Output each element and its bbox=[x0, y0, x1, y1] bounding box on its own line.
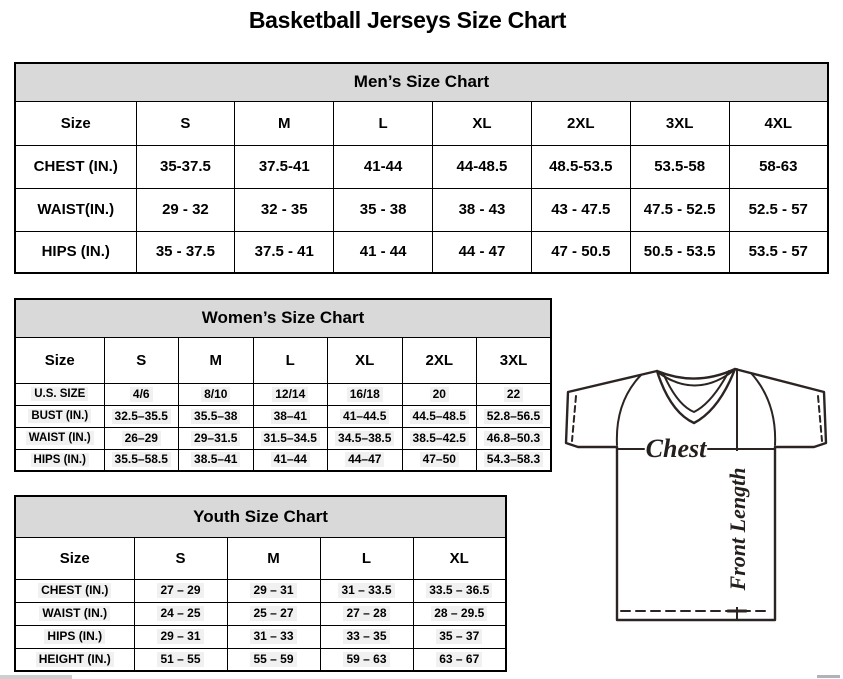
page-title: Basketball Jerseys Size Chart bbox=[248, 7, 567, 33]
size-value: 47.5 - 52.5 bbox=[630, 188, 729, 231]
size-value: 47 - 50.5 bbox=[531, 231, 630, 273]
row-label: HIPS (IN.) bbox=[15, 231, 136, 273]
size-value: 37.5 - 41 bbox=[235, 231, 334, 273]
size-value: 55 – 59 bbox=[227, 648, 320, 671]
size-value: 38 - 43 bbox=[433, 188, 532, 231]
size-value: 35 – 37 bbox=[413, 625, 506, 648]
size-value: 26–29 bbox=[104, 427, 179, 449]
col-header: S bbox=[134, 537, 227, 579]
size-value: 25 – 27 bbox=[227, 602, 320, 625]
row-label: WAIST (IN.) bbox=[15, 427, 104, 449]
table-row bbox=[15, 537, 506, 579]
size-value: 35.5–58.5 bbox=[104, 449, 179, 471]
womens-size-table bbox=[14, 298, 552, 472]
jersey-outline bbox=[566, 369, 826, 620]
row-label: HEIGHT (IN.) bbox=[15, 648, 134, 671]
size-value: 37.5-41 bbox=[235, 145, 334, 188]
col-header: 3XL bbox=[630, 101, 729, 145]
mens-table-title: Men’s Size Chart bbox=[15, 63, 828, 101]
table-row bbox=[15, 405, 551, 427]
size-value: 29 – 31 bbox=[227, 579, 320, 602]
size-value: 51 – 55 bbox=[134, 648, 227, 671]
row-label: U.S. SIZE bbox=[15, 383, 104, 405]
size-value: 58-63 bbox=[729, 145, 828, 188]
size-value: 20 bbox=[402, 383, 477, 405]
size-value: 50.5 - 53.5 bbox=[630, 231, 729, 273]
size-value: 47–50 bbox=[402, 449, 477, 471]
table-row bbox=[15, 625, 506, 648]
size-value: 31 – 33.5 bbox=[320, 579, 413, 602]
size-value: 29 - 32 bbox=[136, 188, 235, 231]
size-value: 31 – 33 bbox=[227, 625, 320, 648]
table-row bbox=[15, 449, 551, 471]
size-value: 27 – 29 bbox=[134, 579, 227, 602]
size-value: 35 - 37.5 bbox=[136, 231, 235, 273]
col-header: M bbox=[235, 101, 334, 145]
col-header: 2XL bbox=[531, 101, 630, 145]
size-value: 63 – 67 bbox=[413, 648, 506, 671]
size-value: 35.5–38 bbox=[179, 405, 254, 427]
col-header: Size bbox=[15, 337, 104, 383]
size-value: 38–41 bbox=[253, 405, 328, 427]
bottom-left-artifact bbox=[0, 675, 72, 679]
size-value: 33 – 35 bbox=[320, 625, 413, 648]
size-value: 59 – 63 bbox=[320, 648, 413, 671]
table-row bbox=[15, 427, 551, 449]
size-value: 32.5–35.5 bbox=[104, 405, 179, 427]
col-header: 4XL bbox=[729, 101, 828, 145]
front-length-label: Front Length bbox=[725, 467, 750, 591]
womens-table-title: Women’s Size Chart bbox=[15, 299, 551, 337]
size-value: 38.5–41 bbox=[179, 449, 254, 471]
col-header: L bbox=[253, 337, 328, 383]
mens-size-table bbox=[14, 62, 829, 274]
bottom-right-artifact bbox=[817, 675, 840, 678]
size-value: 29 – 31 bbox=[134, 625, 227, 648]
table-row bbox=[15, 602, 506, 625]
size-value: 35 - 38 bbox=[334, 188, 433, 231]
col-header: XL bbox=[433, 101, 532, 145]
size-value: 44–47 bbox=[328, 449, 403, 471]
size-value: 32 - 35 bbox=[235, 188, 334, 231]
table-row bbox=[15, 145, 828, 188]
size-value: 44-48.5 bbox=[433, 145, 532, 188]
size-value: 44.5–48.5 bbox=[402, 405, 477, 427]
col-header: S bbox=[136, 101, 235, 145]
size-value: 41–44.5 bbox=[328, 405, 403, 427]
col-header: XL bbox=[328, 337, 403, 383]
size-value: 31.5–34.5 bbox=[253, 427, 328, 449]
row-label: CHEST (IN.) bbox=[15, 579, 134, 602]
col-header: M bbox=[227, 537, 320, 579]
size-value: 44 - 47 bbox=[433, 231, 532, 273]
size-value: 48.5-53.5 bbox=[531, 145, 630, 188]
size-value: 22 bbox=[477, 383, 552, 405]
size-value: 41-44 bbox=[334, 145, 433, 188]
row-label: HIPS (IN.) bbox=[15, 625, 134, 648]
table-row bbox=[15, 337, 551, 383]
size-value: 34.5–38.5 bbox=[328, 427, 403, 449]
size-value: 29–31.5 bbox=[179, 427, 254, 449]
col-header: 3XL bbox=[477, 337, 552, 383]
row-label: BUST (IN.) bbox=[15, 405, 104, 427]
col-header: L bbox=[334, 101, 433, 145]
row-label: WAIST (IN.) bbox=[15, 602, 134, 625]
size-value: 52.8–56.5 bbox=[477, 405, 552, 427]
chest-label: Chest bbox=[645, 434, 707, 463]
size-value: 28 – 29.5 bbox=[413, 602, 506, 625]
size-value: 41 - 44 bbox=[334, 231, 433, 273]
size-value: 24 – 25 bbox=[134, 602, 227, 625]
size-value: 52.5 - 57 bbox=[729, 188, 828, 231]
size-value: 53.5 - 57 bbox=[729, 231, 828, 273]
row-label: CHEST (IN.) bbox=[15, 145, 136, 188]
size-value: 53.5-58 bbox=[630, 145, 729, 188]
size-value: 33.5 – 36.5 bbox=[413, 579, 506, 602]
col-header: Size bbox=[15, 101, 136, 145]
col-header: L bbox=[320, 537, 413, 579]
size-value: 54.3–58.3 bbox=[477, 449, 552, 471]
jersey-diagram bbox=[555, 357, 839, 633]
col-header: 2XL bbox=[402, 337, 477, 383]
row-label: WAIST(IN.) bbox=[15, 188, 136, 231]
col-header: M bbox=[179, 337, 254, 383]
size-value: 16/18 bbox=[328, 383, 403, 405]
size-value: 46.8–50.3 bbox=[477, 427, 552, 449]
size-value: 35-37.5 bbox=[136, 145, 235, 188]
col-header: S bbox=[104, 337, 179, 383]
size-value: 27 – 28 bbox=[320, 602, 413, 625]
table-row bbox=[15, 648, 506, 671]
table-row bbox=[15, 101, 828, 145]
col-header: XL bbox=[413, 537, 506, 579]
table-row bbox=[15, 579, 506, 602]
size-value: 38.5–42.5 bbox=[402, 427, 477, 449]
col-header: Size bbox=[15, 537, 134, 579]
row-label: HIPS (IN.) bbox=[15, 449, 104, 471]
size-value: 8/10 bbox=[179, 383, 254, 405]
size-value: 43 - 47.5 bbox=[531, 188, 630, 231]
table-row bbox=[15, 231, 828, 273]
youth-size-table bbox=[14, 495, 507, 672]
size-value: 12/14 bbox=[253, 383, 328, 405]
size-value: 4/6 bbox=[104, 383, 179, 405]
size-value: 41–44 bbox=[253, 449, 328, 471]
table-row bbox=[15, 188, 828, 231]
youth-table-title: Youth Size Chart bbox=[15, 496, 506, 537]
table-row bbox=[15, 383, 551, 405]
